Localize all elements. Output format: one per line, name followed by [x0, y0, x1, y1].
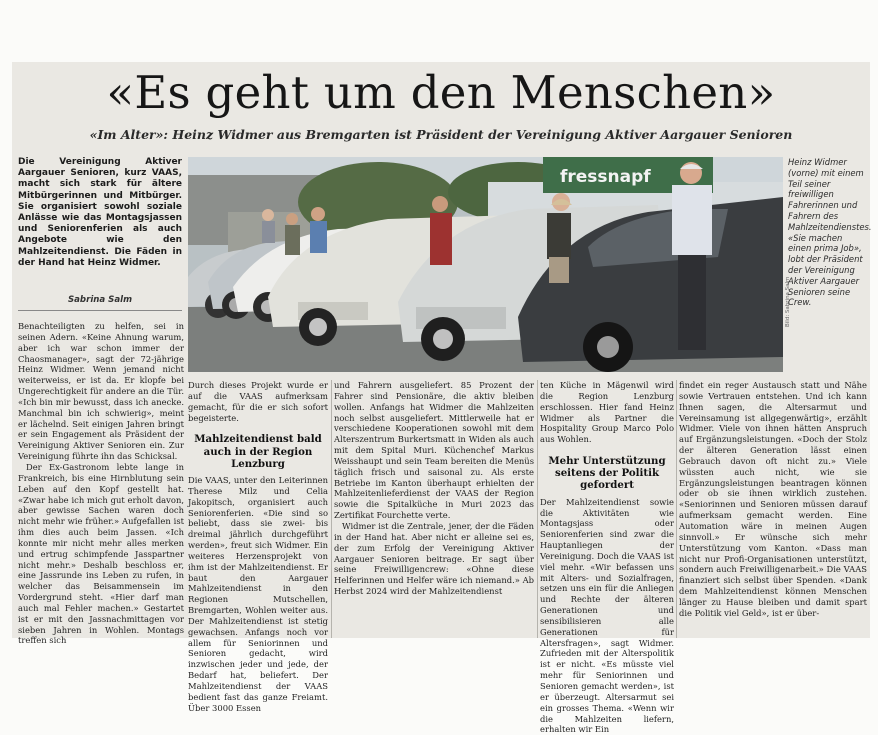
paragraph: Der Mahlzeitendienst sowie die Aktivitäten wie Montagsjass oder Seniorenferien sind zwar die Hauptanliegen der Vereinigung. Doch die VAAS ist viel mehr. «Wir befassen uns mit Alters- und Sozialfragen, setzen uns ein für die Anliegen und Rechte der älteren Generationen und sensibilisieren alle Generationen für Altersfragen», sagt Widmer. Zufrieden mit der Alterspolitik ist er nicht. «Es müsste viel mehr für Seniorinnen und Senioren gemacht werden», ist er überzeugt. Altersarmut sei ein grosses Thema. «Wenn wir die Mahlzeiten liefern, erhalten wir Ein — [540, 496, 674, 735]
article-subline: «Im Alter»: Heinz Widmer aus Bremgarten ist Präsident der Vereinigung Aktiver Aargauer Senioren — [89, 127, 793, 142]
article-photo — [188, 157, 783, 372]
paragraph: ten Küche in Mägenwil wird die Region Lenzburg erschlossen. Hier fand Heinz Widmer als Partner die Hospitality Group Marco Polo aus Wohlen. — [540, 380, 674, 445]
article-lead: Die Vereinigung Aktiver Aargauer Senioren, kurz VAAS, macht sich stark für ältere Mitbürgerinnen und Mitbürger. Sie organisiert sowohl soziale Anlässe wie das Montagsjassen und Seniorenferien als auch Angebote wie den Mahlzeitendienst. Die Fäden in der Hand hat Heinz Widmer. — [18, 157, 182, 268]
section-heading: Mahlzeitendienst bald auch in der Region Lenzburg — [194, 433, 322, 470]
column-1 — [18, 321, 184, 646]
column-2 — [188, 380, 328, 713]
column-divider — [331, 380, 332, 638]
author-byline: Sabrina Salm — [67, 295, 133, 305]
newspaper-clipping — [12, 62, 872, 735]
paragraph: Der Ex-Gastronom lebte lange in Frankreich, bis eine Hirnblutung sein Leben auf den Kopf gestellt hat. «Zwar habe ich mich gut erholt davon, aber gewisse Sachen waren doch nicht mehr wie früher.» Aufgefallen ist ihm dies auch beim Jassen. «Ich konnte mir nicht mehr alles merken und ertrug schimpfende Jasspartner nicht mehr.» Deshalb beschloss er, eine Jassrunde ins Leben zu rufen, in welcher das Beisammensein im Vordergrund steht. «Hier darf man auch mal Fehler machen.» Gestartet ist er mit den Jassnachmittagen vor sieben Jahren in Wohlen. Montags treffen sich — [18, 461, 184, 646]
column-divider — [537, 380, 538, 638]
paragraph: findet ein reger Austausch statt und Nähe sowie Vertrauen entstehen. Und ich kann Ihnen sagen, die Altersarmut und Vereinsamung ist allgegenwärtig», erzählt Widmer. Viele von ihnen hätten Anspruch auf Ergänzungsleistungen. «Doch der Stolz der älteren Generation lässt einen Gebrauch davon oft nicht zu.» Viele wüssten auch nicht, wie sie Ergänzungsleistungen beantragen können oder ob sie ihnen wirklich zustehen. «Seniorinnen und Senioren müssen darauf aufmerksam gemacht werden. Eine Automation wäre in meinen Augen sinnvoll.» Er wünsche sich mehr Unterstützung vom Kanton. «Dass man nicht nur Profi-Organisationen unterstützt, sondern auch Freiwilligenarbeit.» Die VAAS finanziert sich selbst über Spenden. «Dank dem Mahlzeitendienst können Menschen länger zu Hause bleiben und damit spart die Politik viel Geld», ist er über- — [679, 380, 867, 618]
store-sign: fressnapf — [560, 167, 651, 187]
paragraph: und Fahrern ausgeliefert. 85 Prozent der Fahrer sind Pensionäre, die aktiv bleiben wollen. Anfangs hat Widmer die Mahlzeiten noch selbst ausgeliefert. Mittlerweile hat er verschiedene Kooperationen sowohl mit dem Alterszentrum Burkertsmatt in Widen als auch mit dem Spital Muri. Küchenchef Markus Weisshaupt und sein Team bereiten die Menüs täglich frisch und saisonal zu. Als erste Betriebe im Kanton überhaupt erhielten der Mahlzeitenlieferdienst der VAAS der Region sowie die Spitalküche in Muri 2023 das Zertifikat Fourchette verte. — [334, 380, 534, 521]
paragraph: Benachteiligten zu helfen, sei in seinen Adern. «Keine Ahnung warum, aber ich war schon immer der Chaosmanager», sagt der 72-jährige Heinz Widmer. Wenn jemand nicht weiterweiss, er ist da. Er klopfe bei Ungerechtigkeit für andere an die Tür. «Ich bin mir bewusst, dass ich anecke. Manchmal bin ich schwierig», meint er lächelnd. Seit einigen Jahren bringt er sein Engagement als Präsident der Vereinigung Aktiver Senioren ein. Zur Vereinigung führte ihn das Schicksal. — [18, 321, 184, 462]
photo-credit: Bild: Sabrina Salm — [785, 276, 791, 327]
section-heading: Mehr Unterstützung seitens der Politik gefordert — [548, 455, 666, 492]
photo-caption: Heinz Widmer (vorne) mit einem Teil seiner freiwilligen Fahrerinnen und Fahrern des Mahlzeitendienstes. «Sie machen einen prima Job», lobt der Präsident der Vereinigung Aktiver Aargauer Senioren seine Crew. — [788, 157, 872, 308]
paragraph: Durch dieses Projekt wurde er auf die VAAS aufmerksam gemacht, für die er sich sofort begeisterte. — [188, 380, 328, 423]
column-4 — [540, 380, 674, 735]
paragraph: Widmer ist die Zentrale, jener, der die Fäden in der Hand hat. Aber nicht er alleine sei es, der zum Erfolg der Vereinigung Aktiver Aargauer Senioren beitrage. Er sagt über seine Freiwilligencrew: «Ohne diese Helferinnen und Helfer wäre ich niemand.» Ab Herbst 2024 wird der Mahlzeitendienst — [334, 520, 534, 597]
column-5 — [679, 380, 867, 638]
byline-divider — [18, 310, 182, 311]
column-3 — [334, 380, 534, 638]
paragraph: Die VAAS, unter den Leiterinnen Therese Milz und Celia Jakopitsch, organisiert auch Seniorenferien. «Die sind so beliebt, dass sie zwei- bis dreimal jährlich durchgeführt werden», freut sich Widmer. Ein weiteres Herzensprojekt von ihm ist der Mahlzeitendienst. Er baut den Aargauer Mahlzeitendienst in den Regionen Mutschellen, Bremgarten, Wohlen weiter aus. Der Mahlzeitendienst ist stetig gewachsen. Anfangs noch vor allem für Seniorinnen und Senioren gedacht, wird inzwischen jeder und jede, der Bedarf hat, beliefert. Der Mahlzeitendienst der VAAS bedient fast das ganze Freiamt. Über 3000 Essen — [188, 474, 328, 713]
column-divider — [676, 380, 677, 638]
article-headline: «Es geht um den Menschen» — [106, 66, 776, 119]
